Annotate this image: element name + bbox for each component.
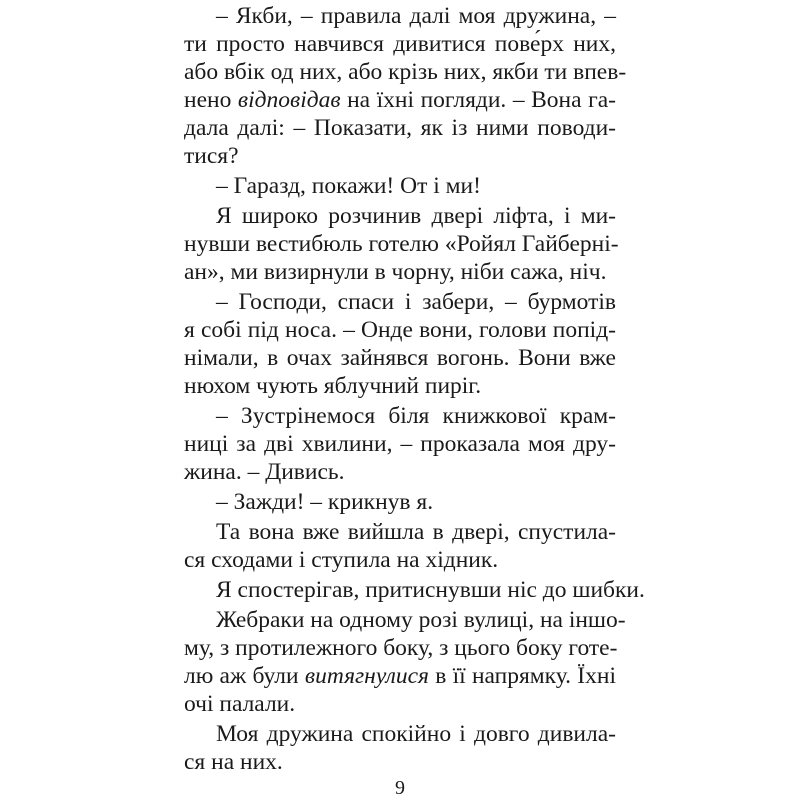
text-line: – Зажди! – крикнув я. [216,489,434,515]
text-line: му, з протилежного боку, з цього боку готе- [184,635,618,661]
text-fragment: в її напрямку. Їхні [428,663,616,689]
text-line: жина. – Дивись. [184,459,345,485]
italic-text: витягнулися [304,663,429,689]
text-fragment: лю аж були [184,663,305,689]
text-line: або вбік од них, або крізь них, якби ти впев- [184,59,627,85]
italic-text: відповідав [237,87,341,113]
text-line: ти просто навчився дивитися пове́рх них, [184,31,616,57]
text-line: – Гаразд, покажи! От і ми! [216,173,481,199]
text-line: нувши вестибюль готелю «Ройял Гайберні- [184,231,619,257]
text-line: – Якби, – правила далі моя дружина, – [216,3,616,29]
text-line: ниці за дві хвилини, – проказала моя дру- [184,431,616,457]
text-line: Я широко розчинив двері ліфта, і ми- [216,203,616,229]
text-line: нюхом чують яблучний пиріг. [184,373,482,399]
text-line: дала далі: – Показати, як із ними поводи- [184,115,616,141]
text-line: Та вона вже вийшла в двері, спустила- [216,519,616,545]
text-line: я собі під носа. – Онде вони, голови попід- [184,317,616,343]
text-fragment: нено [184,87,238,113]
text-line: очі палали. [184,691,296,717]
text-line: німали, в очах зайнявся вогонь. Вони вже [184,345,616,371]
text-line: ся сходами і ступила на хідник. [184,547,499,573]
text-line: – Зустрінемося біля книжкової крам- [216,403,616,429]
text-line: Жебраки на одному розі вулиці, на іншо- [216,607,626,633]
text-line: – Господи, спаси і забери, – бурмотів [216,289,616,315]
text-line: тися? [184,143,239,169]
text-line: Я спостерігав, притиснувши ніс до шибки. [216,577,645,603]
page-number: 9 [395,777,405,799]
text-line: ся на них. [184,749,283,775]
text-line: ан», ми визирнули в чорну, ніби сажа, ніч. [184,259,607,285]
text-fragment: на їхні погляди. – Вона га- [340,87,616,113]
text-line: Моя дружина спокійно і довго дивила- [216,721,616,747]
